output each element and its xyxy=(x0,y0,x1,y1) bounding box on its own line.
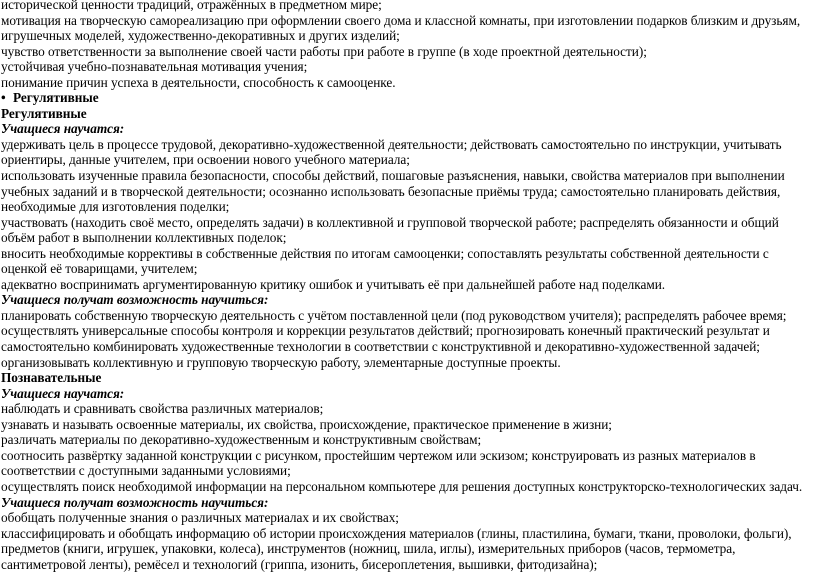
text-line: наблюдать и сравнивать свойства различных материалов; xyxy=(1,401,324,417)
text-line: использовать изученные правила безопасности, способы действий, пошаговые разъяснения, навыки, свойства материалов при выполнении учебных заданий и в творческой деятельности; осознанно использовать безопасные приёмы труда; самостоятельно планировать действия, необходимые для изготовления поделки; xyxy=(1,168,785,215)
bullet-heading-label: Регулятивные xyxy=(13,90,99,106)
section-heading: Познавательные xyxy=(1,370,102,386)
text-line: организовывать коллективную и групповую творческую работу, элементарные доступные проекты. xyxy=(1,354,561,370)
subsection-heading: Учащиеся получат возможность научиться: xyxy=(1,292,269,308)
text-line: соотносить развёртку заданной конструкции с рисунком, простейшим чертежом или эскизом; конструировать из разных материалов в соответствии с доступными заданными условиями; xyxy=(1,447,756,479)
text-line: понимание причин успеха в деятельности, способность к самооценке. xyxy=(1,74,396,90)
subsection-heading: Учащиеся научатся: xyxy=(1,121,125,137)
bullet-icon: • xyxy=(1,90,6,106)
text-line: осуществлять универсальные способы контроля и коррекции результатов действий; прогнозировать конечный практический результат и самостоятельно комбинировать художественные технологии в соответствии с конструктивной и декоративно-художественной задачей; xyxy=(1,323,770,355)
text-line: устойчивая учебно-познавательная мотивация учения; xyxy=(1,59,308,75)
text-line: исторической ценности традиций, отражённых в предметном мире; xyxy=(1,0,382,12)
section-heading: Регулятивные xyxy=(1,105,87,121)
text-line: участвовать (находить своё место, определять задачи) в коллективной и групповой творческой работе; распределять обязанности и общий объём работ в выполнении коллективных поделок; xyxy=(1,214,779,246)
text-line: различать материалы по декоративно-художественным и конструктивным свойствам; xyxy=(1,432,482,448)
subsection-heading: Учащиеся получат возможность научиться: xyxy=(1,494,269,510)
bullet-heading xyxy=(0,90,812,106)
text-line: адекватно воспринимать аргументированную критику ошибок и учитывать её при дальнейшей работе над поделками. xyxy=(1,276,666,292)
text-line: классифицировать и обобщать информацию об истории происхождения материалов (глины, пластилина, бумаги, ткани, проволоки, фольги), предметов (книги, игрушек, упаковки, колеса), инструментов (ножниц, шила, иглы), измерительных приборов (часов, термометра, сантиметровой ленты), ремёсел и технологий (гриппа, изонить, бисероплетения, вышивки, фитодизайна); xyxy=(1,525,792,572)
text-line: осуществлять поиск необходимой информации на персональном компьютере для решения доступных конструкторско-технологических задач. xyxy=(1,478,803,494)
text-line: планировать собственную творческую деятельность с учётом поставленной цели (под руководством учителя); распределять рабочее время; xyxy=(1,307,787,323)
subsection-heading: Учащиеся научатся: xyxy=(1,385,125,401)
text-line: узнавать и называть освоенные материалы, их свойства, происхождение, практическое применение в жизни; xyxy=(1,416,612,432)
text-line: обобщать полученные знания о различных материалах и их свойствах; xyxy=(1,510,399,526)
text-line: мотивация на творческую самореализацию при оформлении своего дома и классной комнаты, при изготовлении подарков близким и друзьям, игрушечных моделей, художественно-декоративных и других изделий; xyxy=(1,12,801,44)
text-line: удерживать цель в процессе трудовой, декоративно-художественной деятельности; действовать самостоятельно по инструкции, учитывать ориентиры, данные учителем, при освоении нового учебного материала; xyxy=(1,136,782,168)
text-line: вносить необходимые коррективы в собственные действия по итогам самооценки; сопоставлять результаты собственной деятельности с оценкой её товарищами, учителем; xyxy=(1,245,769,277)
text-line: чувство ответственности за выполнение своей части работы при работе в группе (в ходе проектной деятельности); xyxy=(1,43,647,59)
